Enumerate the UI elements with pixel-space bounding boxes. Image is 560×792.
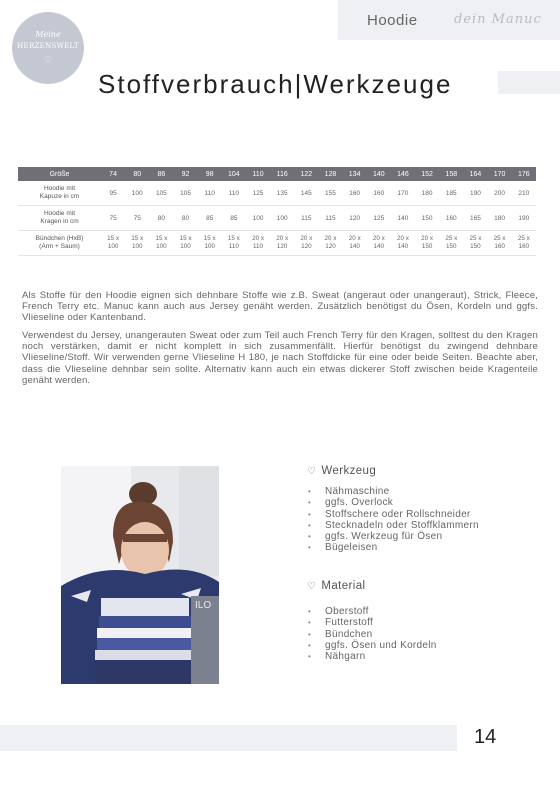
logo-main-text: HERZENSWELT: [17, 42, 79, 50]
table-cell: [488, 231, 512, 256]
cell-line: 25 x: [469, 235, 482, 242]
table-cell: 160: [343, 181, 367, 206]
logo: [12, 12, 84, 84]
cell-line: 100: [156, 243, 167, 250]
cell-line: 100: [107, 243, 119, 250]
size-header-label: Größe: [18, 167, 101, 181]
cell-line: 20 x: [421, 235, 434, 242]
table-cell: 185: [439, 181, 463, 206]
table-cell: 95: [101, 181, 125, 206]
size-table: [18, 167, 536, 256]
table-cell: 115: [318, 206, 342, 231]
cell-line: 15 x: [107, 235, 120, 242]
table-cell: [149, 231, 173, 256]
size-header-cell: 140: [367, 167, 391, 181]
page-number: 14: [474, 726, 497, 748]
page-title: Stoffverbrauch|Werkzeuge: [98, 69, 453, 99]
table-cell: 190: [512, 206, 536, 231]
heart-icon: ♡: [307, 466, 317, 477]
paragraph-stoffe: Als Stoffe für den Hoodie eignen sich dehnbare Stoffe wie z.B. Sweat (angeraut oder unangeraut), Strick, Fleece, French Terry etc. Manuc kann auch aus Jersey genäht werden. Zusätzlich benötigst du Ösen, Kordeln und ggfs. Vlieseline oder Kantenband.: [22, 290, 538, 324]
row-label-line: Kapuze in cm: [39, 193, 80, 200]
table-cell: [343, 231, 367, 256]
werkzeug-heading-text: Werkzeug: [321, 465, 377, 477]
size-header-cell: 74: [101, 167, 125, 181]
size-header-cell: 92: [173, 167, 197, 181]
cell-line: 120: [276, 243, 288, 250]
header-title: Hoodie: [367, 12, 418, 29]
table-cell: 160: [367, 181, 391, 206]
table-cell: 100: [246, 206, 270, 231]
cell-line: 20 x: [276, 235, 289, 242]
cell-line: 110: [228, 243, 239, 250]
cell-line: 160: [494, 243, 505, 250]
table-cell: 135: [270, 181, 294, 206]
list-item: • Bügeleisen: [308, 542, 479, 553]
size-header-cell: 146: [391, 167, 415, 181]
table-cell: 210: [512, 181, 536, 206]
table-cell: [439, 231, 463, 256]
table-cell: 160: [439, 206, 463, 231]
size-header-cell: 80: [125, 167, 149, 181]
list-item: • ggfs. Ösen und Kordeln: [308, 640, 437, 651]
list-item: • Oberstoff: [308, 606, 437, 617]
table-cell: 180: [488, 206, 512, 231]
size-header-cell: 98: [198, 167, 222, 181]
row-label-line: Hoodie mit: [43, 210, 76, 217]
size-header-cell: 122: [294, 167, 318, 181]
row-label-line: Kragen in cm: [40, 218, 79, 225]
size-header-cell: 158: [439, 167, 463, 181]
cell-line: 110: [252, 243, 264, 250]
table-cell: [101, 231, 125, 256]
table-cell: 200: [488, 181, 512, 206]
cell-line: 15 x: [155, 235, 168, 242]
row-label: [18, 206, 101, 231]
cell-line: 25 x: [445, 235, 458, 242]
cell-line: 15 x: [179, 235, 192, 242]
table-cell: 140: [391, 206, 415, 231]
table-cell: 150: [415, 206, 439, 231]
table-cell: [270, 231, 294, 256]
table-cell: [463, 231, 487, 256]
cell-line: 15 x: [203, 235, 216, 242]
cell-line: 140: [349, 243, 360, 250]
cell-line: 160: [518, 243, 530, 250]
cell-line: 15 x: [227, 235, 240, 242]
cell-line: 20 x: [348, 235, 361, 242]
table-cell: 85: [198, 206, 222, 231]
photo-woman-with-fabric: [61, 466, 219, 684]
cell-line: 20 x: [372, 235, 385, 242]
paragraph-jersey: Verwendest du Jersey, unangerauten Sweat oder zum Teil auch French Terry für den Kragen, solltest du den Kragen noch verstärken, damit er nicht komplett in sich zusammenfällt. Hierfür benötigst du zwingend dehnbare Vlieseline/Stoff. Wir verwenden gerne Vlieseline H 180, je nach Stoffdicke für eine oder beide Seiten. Beachte aber, dass die Vlieseline dehnbar sein sollte. Alternativ kann auch ein etwas dickerer Stoff zwischen beide Kragenteile genäht werden.: [22, 330, 538, 386]
cell-line: 140: [373, 243, 385, 250]
list-item: • Futterstoff: [308, 617, 437, 628]
size-header-cell: 104: [222, 167, 246, 181]
table-cell: 170: [391, 181, 415, 206]
cell-line: 140: [397, 243, 409, 250]
table-cell: [367, 231, 391, 256]
cell-line: 20 x: [300, 235, 313, 242]
list-item: • Bündchen: [308, 629, 437, 640]
size-header-cell: 110: [246, 167, 270, 181]
row-label-line: Bündchen (HxB): [35, 235, 84, 242]
list-item: • ggfs. Werkzeug für Ösen: [308, 531, 479, 542]
cell-line: 150: [421, 243, 433, 250]
title-band: [498, 71, 560, 94]
table-cell: [415, 231, 439, 256]
table-cell: [173, 231, 197, 256]
size-header-cell: 128: [318, 167, 342, 181]
list-item: • Nähmaschine: [308, 486, 479, 497]
row-label: [18, 231, 101, 256]
werkzeug-list: [308, 486, 479, 554]
table-cell: [318, 231, 342, 256]
table-cell: [222, 231, 246, 256]
table-cell: 155: [318, 181, 342, 206]
row-label-line: (Arm + Saum): [39, 243, 80, 250]
size-header-cell: 116: [270, 167, 294, 181]
cell-line: 25 x: [517, 235, 530, 242]
cell-line: 100: [131, 243, 143, 250]
table-cell: 125: [367, 206, 391, 231]
svg-text:ILO: ILO: [195, 600, 212, 611]
table-cell: 115: [294, 206, 318, 231]
list-item: • Stecknadeln oder Stoffklammern: [308, 520, 479, 531]
logo-heart-icon: ♡: [44, 55, 52, 64]
footer-band: [0, 725, 457, 751]
cell-line: 25 x: [493, 235, 506, 242]
table-row: [18, 231, 536, 256]
cell-line: 120: [325, 243, 336, 250]
size-header-cell: 176: [512, 167, 536, 181]
list-item: • Stoffschere oder Rollschneider: [308, 509, 479, 520]
material-heading-text: Material: [321, 580, 366, 592]
photo-illustration: [61, 466, 219, 684]
cell-line: 20 x: [252, 235, 264, 242]
size-header-cell: 164: [463, 167, 487, 181]
table-cell: 190: [463, 181, 487, 206]
cell-line: 100: [204, 243, 215, 250]
cell-line: 15 x: [131, 235, 144, 242]
cell-line: 20 x: [324, 235, 337, 242]
werkzeug-heading: [307, 465, 376, 477]
row-label: [18, 181, 101, 206]
cell-line: 120: [301, 243, 312, 250]
table-cell: [125, 231, 149, 256]
table-row: [18, 181, 536, 206]
table-cell: [294, 231, 318, 256]
table-cell: 100: [125, 181, 149, 206]
table-cell: 120: [343, 206, 367, 231]
table-cell: 110: [198, 181, 222, 206]
heart-icon: ♡: [307, 581, 317, 592]
table-cell: 105: [173, 181, 197, 206]
material-heading: [307, 580, 365, 592]
table-cell: 80: [149, 206, 173, 231]
list-item: • Nähgarn: [308, 651, 437, 662]
table-cell: [512, 231, 536, 256]
cell-line: 150: [446, 243, 457, 250]
table-cell: [198, 231, 222, 256]
table-cell: 145: [294, 181, 318, 206]
size-header-cell: 152: [415, 167, 439, 181]
size-header-cell: 170: [488, 167, 512, 181]
header-script-text: dein Manuc: [454, 12, 542, 27]
table-cell: [391, 231, 415, 256]
size-header-row: [18, 167, 536, 181]
table-cell: 105: [149, 181, 173, 206]
size-header-cell: 134: [343, 167, 367, 181]
row-label-line: Hoodie mit: [43, 185, 76, 192]
cell-line: 20 x: [397, 235, 409, 242]
cell-line: 100: [180, 243, 191, 250]
table-cell: 125: [246, 181, 270, 206]
table-cell: 165: [463, 206, 487, 231]
table-row: [18, 206, 536, 231]
table-cell: 100: [270, 206, 294, 231]
material-list: [308, 606, 437, 662]
table-cell: 110: [222, 181, 246, 206]
table-cell: 75: [125, 206, 149, 231]
table-cell: 80: [173, 206, 197, 231]
list-item: • ggfs. Overlock: [308, 497, 479, 508]
table-cell: 180: [415, 181, 439, 206]
table-cell: 75: [101, 206, 125, 231]
cell-line: 150: [470, 243, 481, 250]
table-cell: [246, 231, 270, 256]
table-cell: 85: [222, 206, 246, 231]
logo-top-text: Meine: [35, 30, 61, 39]
size-header-cell: 86: [149, 167, 173, 181]
